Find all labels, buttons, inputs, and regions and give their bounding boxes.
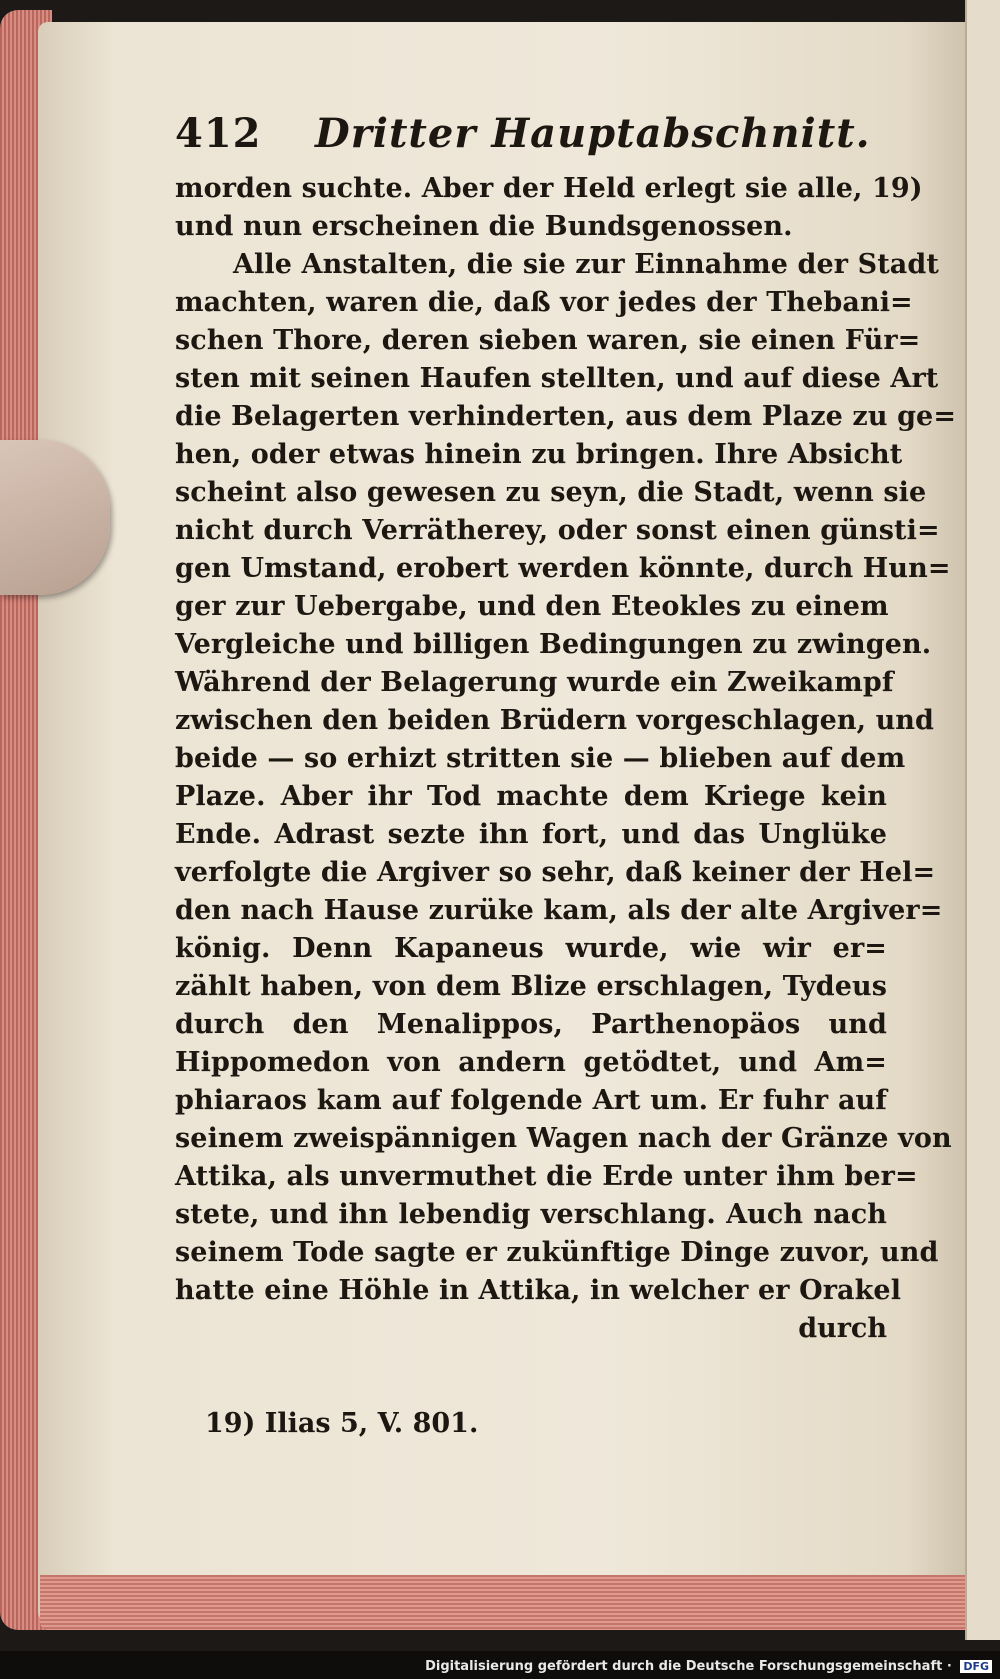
text-line: gen Umstand, erobert werden könnte, durch Hun=: [175, 553, 951, 584]
text-line: morden suchte. Aber der Held erlegt sie alle, 19): [175, 173, 923, 204]
text-line: und nun erscheinen die Bundsgenossen.: [175, 211, 793, 242]
text-line: könig. Denn Kapaneus wurde, wie wir er=: [175, 933, 887, 964]
header-title: Dritter Hauptabschnitt.: [315, 110, 871, 157]
text-line: hatte eine Höhle in Attika, in welcher er Orakel: [175, 1275, 902, 1306]
page-number: 412: [175, 110, 262, 157]
text-line: Hippomedon von andern getödtet, und Am=: [175, 1047, 887, 1078]
funding-text: Digitalisierung gefördert durch die Deutsche Forschungsgemeinschaft ·: [425, 1659, 952, 1674]
page-content: [175, 110, 957, 1348]
text-line: den nach Hause zurüke kam, als der alte Argiver=: [175, 895, 943, 926]
text-line: Plaze. Aber ihr Tod machte dem Kriege kein: [175, 781, 887, 812]
text-line: seinem Tode sagte er zukünftige Dinge zuvor, und: [175, 1237, 939, 1268]
text-line: zählt haben, von dem Blize erschlagen, Tydeus: [175, 971, 887, 1002]
footer-bar: [0, 1651, 1000, 1679]
text-line: hen, oder etwas hinein zu bringen. Ihre Absicht: [175, 439, 903, 470]
text-line: verfolgte die Argiver so sehr, daß keiner der Hel=: [175, 857, 936, 888]
text-line: nicht durch Verrätherey, oder sonst einen günsti=: [175, 515, 940, 546]
text-line: sten mit seinen Haufen stellten, und auf diese Art: [175, 363, 939, 394]
text-line: Während der Belagerung wurde ein Zweikampf: [175, 667, 894, 698]
text-line: phiaraos kam auf folgende Art um. Er fuhr auf: [175, 1085, 887, 1116]
page-edge-bottom: [40, 1575, 980, 1630]
text-line: zwischen den beiden Brüdern vorgeschlagen, und: [175, 705, 935, 736]
body-text: [175, 170, 957, 1310]
funding-notice: [425, 1659, 992, 1674]
text-line: seinem zweispännigen Wagen nach der Gränze von: [175, 1123, 952, 1154]
adjacent-page: [965, 0, 1000, 1640]
text-line: ger zur Uebergabe, und den Eteokles zu einem: [175, 591, 889, 622]
catchword: durch: [798, 1313, 887, 1344]
text-line: die Belagerten verhinderten, aus dem Plaze zu ge=: [175, 401, 957, 432]
text-line: Alle Anstalten, die sie zur Einnahme der Stadt: [233, 249, 939, 280]
text-line: stete, und ihn lebendig verschlang. Auch nach: [175, 1199, 887, 1230]
text-line: Attika, als unvermuthet die Erde unter ihm ber=: [175, 1161, 918, 1192]
running-head: [175, 110, 887, 170]
text-line: machten, waren die, daß vor jedes der Thebani=: [175, 287, 913, 318]
dfg-logo: DFG: [960, 1660, 992, 1673]
text-line: schen Thore, deren sieben waren, sie einen Für=: [175, 325, 921, 356]
text-line: Ende. Adrast sezte ihn fort, und das Unglüke: [175, 819, 887, 850]
text-line: scheint also gewesen zu seyn, die Stadt, wenn sie: [175, 477, 927, 508]
footnote: 19) Ilias 5, V. 801.: [205, 1408, 479, 1439]
text-line: beide — so erhizt stritten sie — blieben auf dem: [175, 743, 906, 774]
text-line: Vergleiche und billigen Bedingungen zu zwingen.: [175, 629, 932, 660]
text-line: durch den Menalippos, Parthenopäos und: [175, 1009, 887, 1040]
